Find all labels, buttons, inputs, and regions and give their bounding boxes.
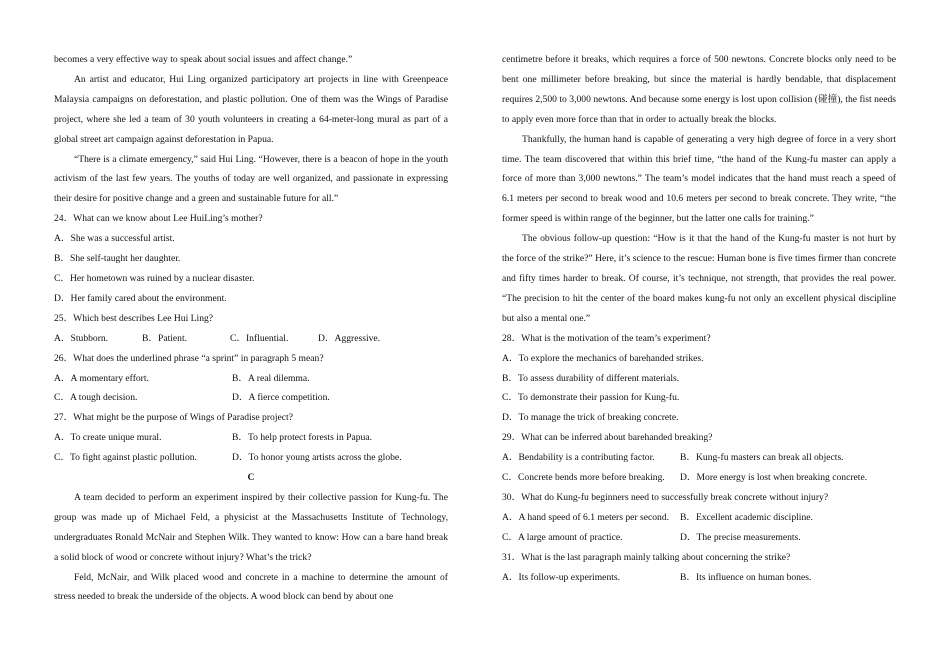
- question-29-options-row2: [502, 468, 896, 488]
- question-24-option-b: B．She self-taught her daughter.: [54, 253, 181, 265]
- question-25-option-a: A．Stubborn.: [54, 332, 109, 344]
- paragraph-continuation: centimetre before it breaks, which requires a force of 500 newtons. Concrete blocks only need to be bent one millimeter before breaking, but since the material is hardly bendable, that displacement requires 2,500 to 3,000 newtons. And because some energy is lost upon collision (碰撞), the fist needs to apply even more force than that in order to actually break the blocks.: [502, 54, 896, 125]
- question-28-stem: 28．What is the motivation of the team’s experiment?: [502, 332, 711, 344]
- question-27-option-c: C．To fight against plastic pollution.: [54, 452, 197, 464]
- question-27-option-d: D．To honor young artists across the globe.: [232, 452, 402, 464]
- question-25-option-c: C．Influential.: [230, 332, 289, 344]
- question-24-option-c: C．Her hometown was ruined by a nuclear disaster.: [54, 272, 255, 284]
- right-column: [502, 50, 896, 587]
- question-26-option-c: C．A tough decision.: [54, 392, 138, 404]
- question-29-options-row1: [502, 448, 896, 468]
- question-28-option-c: C．To demonstrate their passion for Kung-fu.: [502, 392, 680, 404]
- question-30-option-d: D．The precise measurements.: [680, 531, 801, 543]
- question-25-option-d: D．Aggressive.: [318, 332, 381, 344]
- question-28-option-d: D．To manage the trick of breaking concrete.: [502, 412, 679, 424]
- question-26-option-d: D．A fierce competition.: [232, 392, 330, 404]
- question-27-options-row1: [54, 428, 448, 448]
- section-heading-c: C: [247, 472, 255, 484]
- question-27-option-a: A．To create unique mural.: [54, 432, 162, 444]
- question-30-options-row1: [502, 508, 896, 528]
- question-25-options: [54, 329, 448, 349]
- question-28-option-a: A．To explore the mechanics of barehanded strikes.: [502, 352, 704, 364]
- question-31-stem: 31．What is the last paragraph mainly talking about concerning the strike?: [502, 551, 791, 563]
- question-31-option-a: A．Its follow-up experiments.: [502, 571, 621, 583]
- question-31-option-b: B．Its influence on human bones.: [680, 571, 812, 583]
- paragraph-thankfully: Thankfully, the human hand is capable of generating a very high degree of force in a very short time. The team discovered that within this brief time, “the hand of the Kung-fu master can apply a force of more than 3,000 newtons.” The team’s model indicates that the hand must reach a speed of 6.1 meters per second to break wood and 10.6 meters per second to break concrete. They write, “the former speed is within range of the beginner, but the latter one calls for training.”: [502, 133, 896, 225]
- question-30-option-b: B．Excellent academic discipline.: [680, 511, 813, 523]
- question-27-options-row2: [54, 448, 448, 468]
- question-28-option-b: B．To assess durability of different materials.: [502, 372, 680, 384]
- paragraph-team: A team decided to perform an experiment inspired by their collective passion for Kung-fu. The group was made up of Michael Feld, a physicist at the Massachusetts Institute of Technology, undergraduates Ronald McNair and Stephen Wilk. They wanted to know: How can a bare hand break a solid block of wood or concrete without injury? What’s the trick?: [54, 491, 448, 563]
- paragraph-artist: An artist and educator, Hui Ling organized participatory art projects in line with Greenpeace Malaysia campaigns on deforestation, and plastic pollution. One of them was the Wings of Paradise project, where she led a team of 30 youth volunteers in creating a 64-meter-long mural as part of a global street art campaign against deforestation in Papua.: [54, 73, 448, 145]
- question-29-option-d: D．More energy is lost when breaking concrete.: [680, 472, 868, 484]
- question-27-option-b: B．To help protect forests in Papua.: [232, 432, 373, 444]
- paragraph-quote: “There is a climate emergency,” said Hui Ling. “However, there is a beacon of hope in the youth activism of the last few years. The youths of today are well organized, and passionate in expressing their desire for positive change and a green and sustainable future for all.”: [54, 153, 448, 205]
- paragraph-intro-end: becomes a very effective way to speak about social issues and affect change.”: [54, 54, 353, 65]
- question-30-option-c: C．A large amount of practice.: [502, 531, 623, 543]
- question-30-options-row2: [502, 528, 896, 548]
- question-29-option-b: B．Kung-fu masters can break all objects.: [680, 452, 844, 464]
- question-31-options-row1: [502, 568, 896, 588]
- paragraph-feld: Feld, McNair, and Wilk placed wood and concrete in a machine to determine the amount of stress needed to break the underside of the objects. A wood block can bend by about one: [54, 571, 448, 603]
- question-24-stem: 24．What can we know about Lee HuiLing’s mother?: [54, 213, 263, 225]
- paragraph-obvious: The obvious follow-up question: “How is it that the hand of the Kung-fu master is not hurt by the force of the strike?” Here, it’s science to the rescue: Human bone is five times firmer than concrete and fifty times harder to break. Of course, it’s technique, not strength, that provides the real power. “The precision to hit the center of the board makes kung-fu not only an excellent physical discipline but also a mental one.”: [502, 233, 896, 324]
- question-29-stem: 29．What can be inferred about barehanded breaking?: [502, 432, 713, 444]
- question-26-options-row1: [54, 369, 448, 389]
- question-27-stem: 27．What might be the purpose of Wings of Paradise project?: [54, 412, 293, 424]
- question-29-option-a: A．Bendability is a contributing factor.: [502, 452, 655, 464]
- question-25-stem: 25．Which best describes Lee Hui Ling?: [54, 312, 214, 324]
- question-26-stem: 26．What does the underlined phrase “a sprint” in paragraph 5 mean?: [54, 352, 324, 364]
- question-29-option-c: C．Concrete bends more before breaking.: [502, 472, 665, 484]
- question-24-option-d: D．Her family cared about the environment.: [54, 292, 227, 304]
- question-24-option-a: A．She was a successful artist.: [54, 233, 175, 245]
- question-26-options-row2: [54, 388, 448, 408]
- left-column: [54, 50, 448, 607]
- question-26-option-b: B．A real dilemma.: [232, 372, 310, 384]
- question-30-option-a: A．A hand speed of 6.1 meters per second.: [502, 511, 670, 523]
- question-25-option-b: B．Patient.: [142, 332, 188, 344]
- question-30-stem: 30．What do Kung-fu beginners need to successfully break concrete without injury?: [502, 491, 829, 503]
- question-26-option-a: A．A momentary effort.: [54, 372, 149, 384]
